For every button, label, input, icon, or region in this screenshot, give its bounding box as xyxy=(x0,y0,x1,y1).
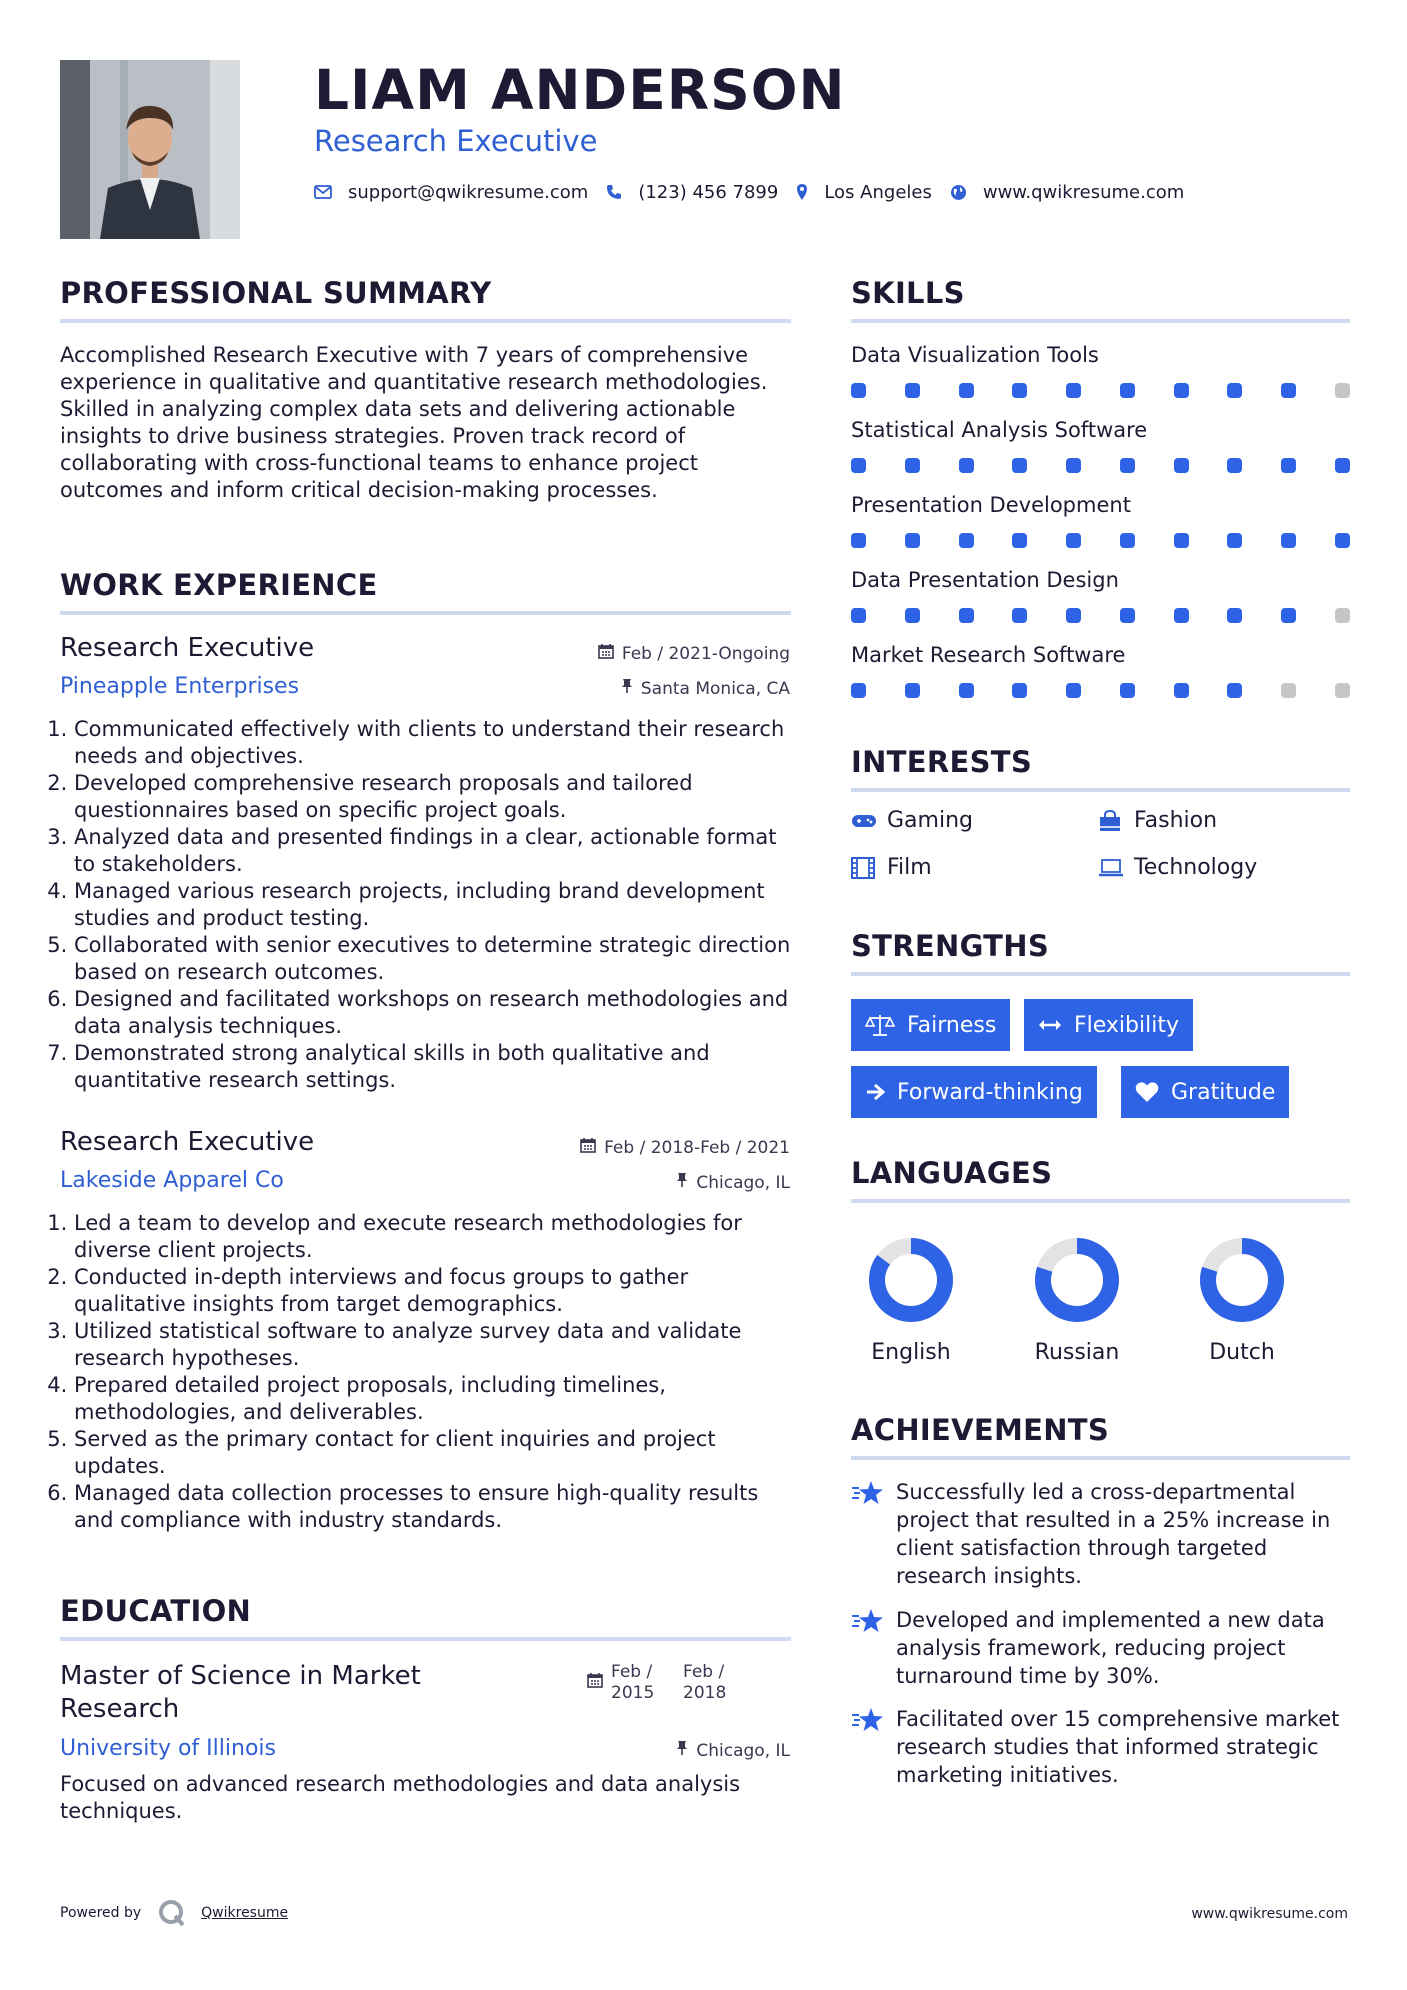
strength-label: Forward-thinking xyxy=(897,1079,1083,1105)
strengths-divider xyxy=(851,972,1350,976)
education-start-date: Feb / 2015 xyxy=(611,1662,655,1703)
language-label: English xyxy=(871,1340,951,1365)
achievement-item xyxy=(851,1606,1351,1690)
envelope-icon xyxy=(314,185,332,199)
contact-website[interactable]: www.qwikresume.com xyxy=(982,181,1185,203)
skill-dot-filled xyxy=(1174,458,1189,473)
skill-dot-filled xyxy=(1012,683,1027,698)
skill-dot-filled xyxy=(1281,383,1296,398)
skill-dot-filled xyxy=(851,608,866,623)
skill-dot-filled xyxy=(1066,383,1081,398)
skill-dot-filled xyxy=(959,458,974,473)
strengths-heading: STRENGTHS xyxy=(851,929,1050,963)
skill-dot-empty xyxy=(1281,683,1296,698)
experience-heading: WORK EXPERIENCE xyxy=(60,568,378,602)
skill-dot-filled xyxy=(1120,533,1135,548)
skill-dot-filled xyxy=(1012,383,1027,398)
contact-email[interactable]: support@qwikresume.com xyxy=(348,181,589,203)
candidate-title: Research Executive xyxy=(314,124,598,158)
interests-heading: INTERESTS xyxy=(851,745,1033,779)
achievement-item xyxy=(851,1478,1351,1590)
interest-item xyxy=(851,855,932,880)
footer-website[interactable]: www.qwikresume.com xyxy=(1191,1906,1348,1922)
skill-dot-filled xyxy=(1281,608,1296,623)
skill-dot-filled xyxy=(905,683,920,698)
heart-icon xyxy=(1135,1081,1159,1103)
achievements-heading: ACHIEVEMENTS xyxy=(851,1413,1110,1447)
skill-rating xyxy=(851,383,1350,399)
education-description: Focused on advanced research methodologies and data analysis techniques. xyxy=(60,1772,741,1823)
skill-dot-filled xyxy=(1066,533,1081,548)
skill-dot-filled xyxy=(851,383,866,398)
skill-dot-filled xyxy=(959,683,974,698)
arrows-horizontal-icon xyxy=(1038,1018,1062,1032)
qwikresume-logo-icon xyxy=(157,1898,187,1928)
education-heading: EDUCATION xyxy=(60,1594,252,1628)
strength-chip xyxy=(1121,1066,1289,1118)
skill-dot-filled xyxy=(1281,458,1296,473)
languages-divider xyxy=(851,1199,1350,1203)
skill-dot-filled xyxy=(1120,383,1135,398)
job-location-text: Chicago, IL xyxy=(696,1172,790,1193)
skill-dot-filled xyxy=(905,383,920,398)
skill-label: Data Visualization Tools xyxy=(851,343,1099,367)
summary-text: Accomplished Research Executive with 7 years of comprehensive experience in qualitative and quantitative research methodologies. Skilled in analyzing complex data sets and delivering actionable insights to drive business strategies. Proven track record of collaborating with cross-functional teams to enhance project outcomes and inform critical decision-making processes. xyxy=(60,343,768,502)
list-item: 3. Analyzed data and presented findings in a clear, actionable format to stakeholders. xyxy=(74,824,796,878)
education-dates xyxy=(587,1662,735,1704)
skill-label: Presentation Development xyxy=(851,493,1131,517)
list-item: 4. Managed various research projects, including brand development studies and product testing. xyxy=(74,878,796,932)
language-donut xyxy=(1032,1235,1122,1325)
skill-dot-filled xyxy=(851,458,866,473)
star-icon xyxy=(851,1705,896,1789)
contact-location: Los Angeles xyxy=(824,181,932,203)
summary-heading: PROFESSIONAL SUMMARY xyxy=(60,276,492,310)
interest-label: Technology xyxy=(1134,855,1258,880)
calendar-icon xyxy=(580,1137,596,1158)
job-location xyxy=(676,1172,790,1193)
school-name: University of Illinois xyxy=(60,1736,276,1761)
strength-label: Flexibility xyxy=(1074,1012,1179,1038)
skill-dot-filled xyxy=(1174,683,1189,698)
skill-dot-filled xyxy=(1120,458,1135,473)
job-dates-text: Feb / 2021-Ongoing xyxy=(621,643,790,664)
language-label: Dutch xyxy=(1209,1340,1275,1365)
skill-dot-filled xyxy=(1227,608,1242,623)
powered-by-text: Powered by xyxy=(60,1905,142,1921)
contact-phone[interactable]: (123) 456 7899 xyxy=(638,181,779,203)
list-item: 2. Conducted in-depth interviews and focus groups to gather qualitative insights from target demographics. xyxy=(74,1264,796,1318)
summary-divider xyxy=(60,319,791,323)
skill-dot-filled xyxy=(905,458,920,473)
phone-icon xyxy=(606,184,622,200)
list-item: 3. Utilized statistical software to analyze survey data and validate research hypotheses. xyxy=(74,1318,796,1372)
interest-label: Film xyxy=(887,855,932,880)
skill-rating xyxy=(851,608,1350,624)
skill-dot-filled xyxy=(959,383,974,398)
footer-powered-by xyxy=(60,1898,288,1928)
skill-dot-filled xyxy=(959,533,974,548)
language-donut xyxy=(866,1235,956,1325)
job-title: Research Executive xyxy=(60,1127,315,1157)
skill-dot-filled xyxy=(1281,533,1296,548)
star-icon xyxy=(851,1478,896,1590)
candidate-name: LIAM ANDERSON xyxy=(314,58,846,122)
list-item: 5. Collaborated with senior executives to determine strategic direction based on research outcomes. xyxy=(74,932,796,986)
list-item: 1. Led a team to develop and execute research methodologies for diverse client projects. xyxy=(74,1210,796,1264)
qwikresume-link[interactable]: Qwikresume xyxy=(201,1905,289,1921)
skill-label: Data Presentation Design xyxy=(851,568,1119,592)
strength-chip xyxy=(1024,999,1193,1051)
skill-dot-filled xyxy=(1066,683,1081,698)
skill-rating xyxy=(851,683,1350,699)
education-end-date: Feb / 2018 xyxy=(683,1662,727,1703)
job-bullets xyxy=(56,716,796,1094)
strength-chip xyxy=(851,1066,1097,1118)
language-donut xyxy=(1197,1235,1287,1325)
balance-scale-icon xyxy=(865,1013,895,1037)
contact-bar xyxy=(314,180,1202,204)
calendar-icon xyxy=(587,1662,603,1693)
pushpin-icon xyxy=(621,678,633,699)
job-dates-text: Feb / 2018-Feb / 2021 xyxy=(604,1137,790,1158)
skill-dot-filled xyxy=(1012,608,1027,623)
skill-dot-filled xyxy=(1066,458,1081,473)
interest-label: Gaming xyxy=(887,808,973,833)
skill-dot-filled xyxy=(959,608,974,623)
film-icon xyxy=(851,857,887,879)
job-title: Research Executive xyxy=(60,633,315,663)
education-divider xyxy=(60,1637,791,1641)
skills-divider xyxy=(851,319,1350,323)
laptop-icon xyxy=(1098,859,1134,877)
skill-label: Market Research Software xyxy=(851,643,1126,667)
skill-dot-empty xyxy=(1335,383,1350,398)
pushpin-icon xyxy=(676,1740,688,1761)
skill-dot-filled xyxy=(1335,533,1350,548)
achievement-text: Developed and implemented a new data analysis framework, reducing project turnaround time by 30%. xyxy=(896,1608,1325,1688)
skill-dot-filled xyxy=(1174,533,1189,548)
strength-chip xyxy=(851,999,1010,1051)
skill-dot-filled xyxy=(1120,683,1135,698)
skill-label: Statistical Analysis Software xyxy=(851,418,1148,442)
skill-dot-filled xyxy=(1174,608,1189,623)
arrow-right-icon xyxy=(865,1083,885,1101)
interest-item xyxy=(851,808,973,833)
job-company: Lakeside Apparel Co xyxy=(60,1168,284,1193)
interests-divider xyxy=(851,788,1350,792)
skill-dot-filled xyxy=(1227,383,1242,398)
skill-dot-filled xyxy=(1174,383,1189,398)
list-item: 2. Developed comprehensive research proposals and tailored questionnaires based on specific project goals. xyxy=(74,770,796,824)
list-item: 7. Demonstrated strong analytical skills in both qualitative and quantitative research settings. xyxy=(74,1040,796,1094)
calendar-icon xyxy=(598,643,614,664)
degree-title: Master of Science in Market Research xyxy=(60,1661,421,1724)
skill-dot-empty xyxy=(1335,608,1350,623)
interest-label: Fashion xyxy=(1134,808,1218,833)
skill-rating xyxy=(851,458,1350,474)
globe-icon xyxy=(950,184,967,201)
skill-dot-filled xyxy=(905,608,920,623)
skill-dot-filled xyxy=(1335,458,1350,473)
education-location xyxy=(676,1740,790,1761)
skill-dot-filled xyxy=(851,533,866,548)
strength-label: Fairness xyxy=(907,1012,997,1038)
shopping-bag-icon xyxy=(1098,810,1134,832)
skill-dot-filled xyxy=(1012,533,1027,548)
job-bullets xyxy=(56,1210,796,1534)
strength-label: Gratitude xyxy=(1171,1079,1276,1105)
map-pin-icon xyxy=(796,183,808,201)
list-item: 6. Designed and facilitated workshops on research methodologies and data analysis techniques. xyxy=(74,986,796,1040)
list-item: 5. Served as the primary contact for client inquiries and project updates. xyxy=(74,1426,796,1480)
gamepad-icon xyxy=(851,813,887,829)
job-company: Pineapple Enterprises xyxy=(60,674,300,699)
job-dates xyxy=(598,643,790,664)
achievement-text: Facilitated over 15 comprehensive market research studies that informed strategic marketing initiatives. xyxy=(896,1707,1340,1787)
skill-dot-filled xyxy=(851,683,866,698)
skill-dot-filled xyxy=(1120,608,1135,623)
pushpin-icon xyxy=(676,1172,688,1193)
list-item: 6. Managed data collection processes to ensure high-quality results and compliance with industry standards. xyxy=(74,1480,796,1534)
achievements-divider xyxy=(851,1456,1350,1460)
experience-divider xyxy=(60,611,791,615)
skill-dot-empty xyxy=(1335,683,1350,698)
skill-dot-filled xyxy=(905,533,920,548)
achievement-text: Successfully led a cross-departmental project that resulted in a 25% increase in client satisfaction through targeted research insights. xyxy=(896,1480,1331,1588)
job-location-text: Santa Monica, CA xyxy=(640,678,790,699)
list-item: 4. Prepared detailed project proposals, including timelines, methodologies, and deliverables. xyxy=(74,1372,796,1426)
skill-dot-filled xyxy=(1227,533,1242,548)
job-dates xyxy=(580,1137,790,1158)
interest-item xyxy=(1098,855,1257,880)
job-location xyxy=(621,678,790,699)
list-item: 1. Communicated effectively with clients to understand their research needs and objectives. xyxy=(74,716,796,770)
skill-rating xyxy=(851,533,1350,549)
skill-dot-filled xyxy=(1227,458,1242,473)
skill-dot-filled xyxy=(1012,458,1027,473)
profile-photo xyxy=(60,60,240,239)
languages-heading: LANGUAGES xyxy=(851,1156,1053,1190)
skill-dot-filled xyxy=(1227,683,1242,698)
skills-heading: SKILLS xyxy=(851,276,965,310)
interest-item xyxy=(1098,808,1217,833)
skill-dot-filled xyxy=(1066,608,1081,623)
language-label: Russian xyxy=(1034,1340,1120,1365)
star-icon xyxy=(851,1606,896,1690)
achievement-item xyxy=(851,1705,1351,1789)
education-location-text: Chicago, IL xyxy=(696,1740,790,1761)
